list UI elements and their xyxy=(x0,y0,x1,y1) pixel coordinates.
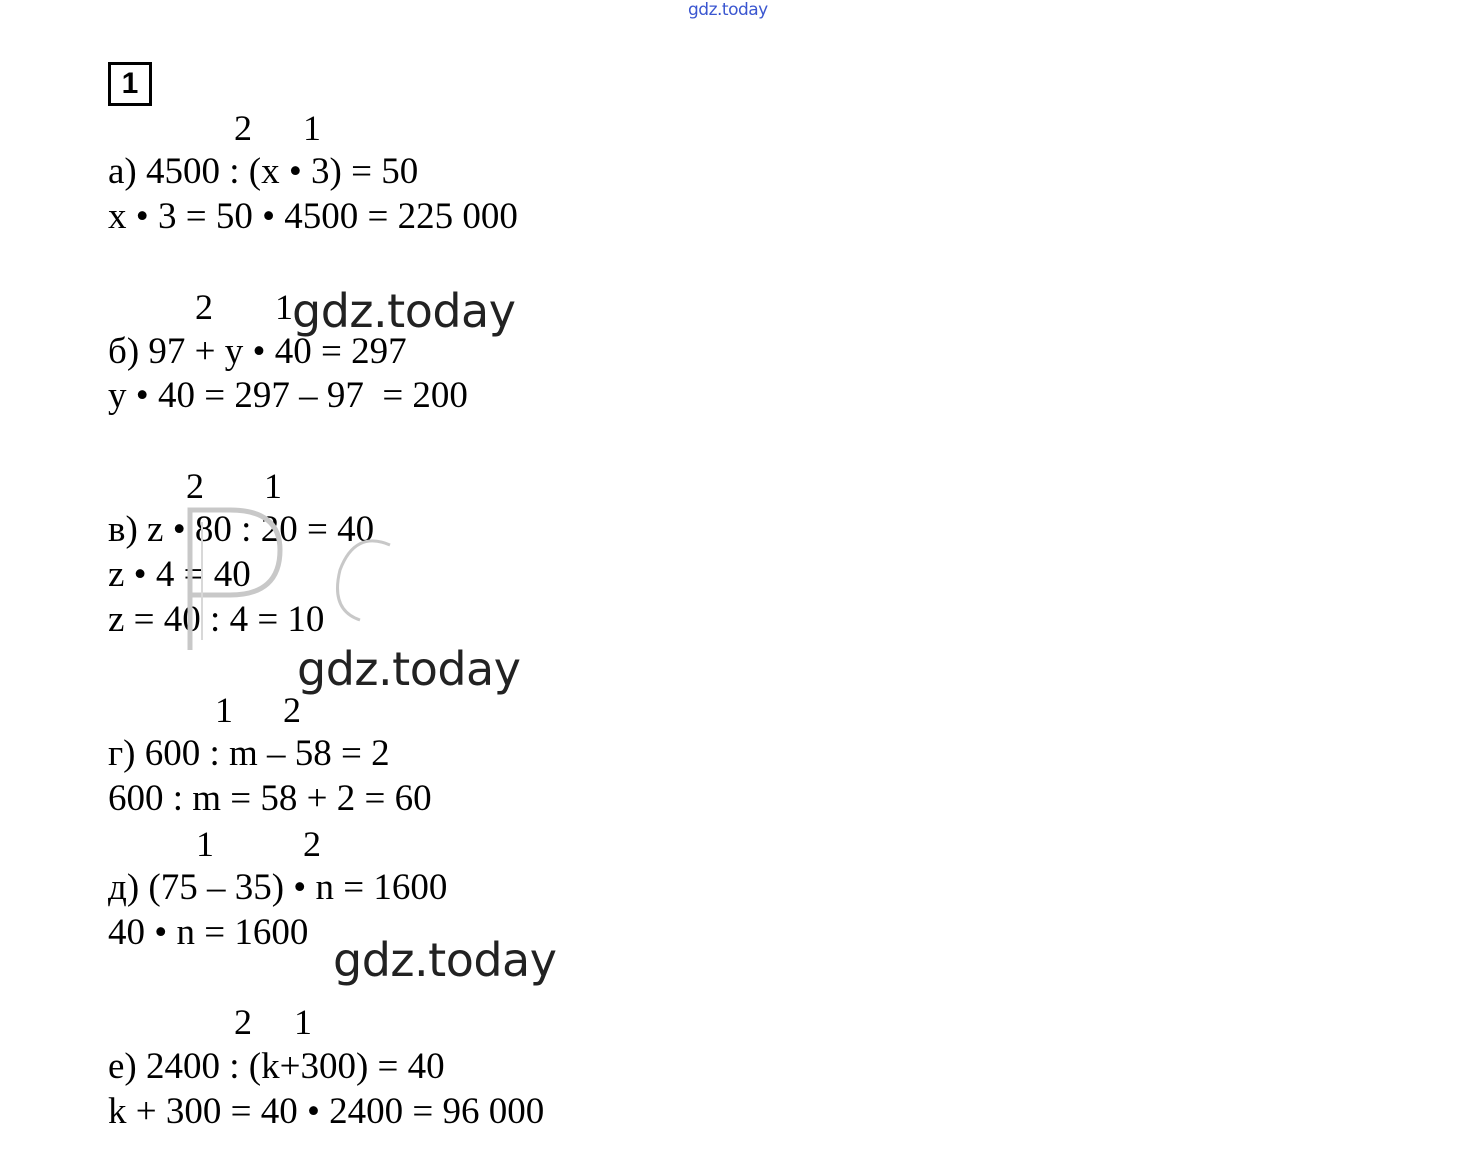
order-mark: 2 xyxy=(234,1002,252,1042)
solution-step-b-1: y • 40 = 297 – 97 = 200 xyxy=(108,375,468,416)
solution-step-d-1: 40 • n = 1600 xyxy=(108,912,309,953)
solution-step-a-1: х • 3 = 50 • 4500 = 225 000 xyxy=(108,196,518,237)
order-mark: 2 xyxy=(283,690,301,730)
equation-e: е) 2400 : (k+300) = 40 xyxy=(108,1046,445,1087)
order-mark: 1 xyxy=(294,1002,312,1042)
solution-step-v-2: z = 40 : 4 = 10 xyxy=(108,599,325,640)
order-mark: 1 xyxy=(303,108,321,148)
order-mark: 1 xyxy=(215,690,233,730)
site-header-link[interactable]: gdz.today xyxy=(688,0,768,20)
watermark-text: gdz.today xyxy=(333,933,557,987)
equation-a: а) 4500 : (х • 3) = 50 xyxy=(108,151,419,192)
equation-v: в) z • 80 : 20 = 40 xyxy=(108,509,375,550)
order-mark: 2 xyxy=(186,466,204,506)
watermark-text: gdz.today xyxy=(297,642,521,696)
order-mark: 2 xyxy=(195,287,213,327)
solution-step-e-1: k + 300 = 40 • 2400 = 96 000 xyxy=(108,1091,545,1132)
task-number-box: 1 xyxy=(108,62,152,106)
solution-step-g-1: 600 : m = 58 + 2 = 60 xyxy=(108,778,432,819)
equation-g: г) 600 : m – 58 = 2 xyxy=(108,733,390,774)
order-mark: 1 xyxy=(196,824,214,864)
order-mark: 1 xyxy=(275,287,293,327)
equation-b: б) 97 + y • 40 = 297 xyxy=(108,331,407,372)
watermark-text: gdz.today xyxy=(292,284,516,338)
order-mark: 1 xyxy=(264,466,282,506)
equation-d: д) (75 – 35) • n = 1600 xyxy=(108,867,448,908)
solution-step-v-1: z • 4 = 40 xyxy=(108,554,251,595)
order-mark: 2 xyxy=(234,108,252,148)
order-mark: 2 xyxy=(303,824,321,864)
